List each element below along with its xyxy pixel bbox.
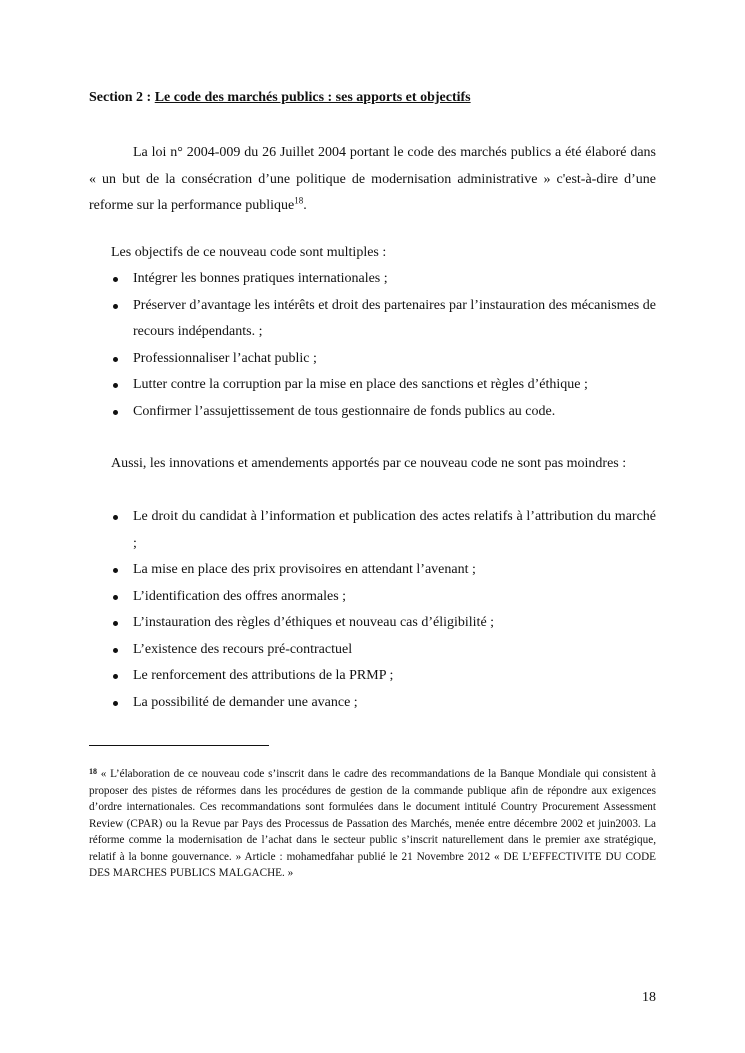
footnote-reference[interactable]: 18 [294, 195, 304, 206]
bullet-icon [113, 277, 118, 282]
section-title: Le code des marchés publics : ses apports et objectifs [154, 90, 471, 105]
footnote [89, 766, 656, 882]
section-heading [89, 88, 669, 108]
footnote-number: 18 [89, 767, 97, 776]
list-item: Lutter contre la corruption par la mise en place des sanctions et règles d’éthique ; [89, 372, 656, 399]
intro-paragraph [89, 140, 656, 220]
list-item: La possibilité de demander une avance ; [89, 690, 656, 717]
bullet-icon [113, 621, 118, 626]
innovations-intro: Aussi, les innovations et amendements apportés par ce nouveau code ne sont pas moindres : [111, 456, 627, 471]
section-prefix: Section 2 : [89, 90, 155, 105]
intro-text: La loi n° 2004-009 du 26 Juillet 2004 portant le code des marchés publics a été élaboré dans « un but de la consécration d’une politique de modernisation administrative » c'est-à-dire d’une reforme sur la performance publique [89, 145, 656, 213]
innovations-list [89, 504, 656, 716]
bullet-icon [113, 383, 118, 388]
footnote-divider [89, 745, 269, 746]
list-item: Le renforcement des attributions de la PRMP ; [89, 663, 656, 690]
bullet-icon [113, 410, 118, 415]
list-item: Confirmer l’assujettissement de tous gestionnaire de fonds publics au code. [89, 399, 656, 426]
list-item: La mise en place des prix provisoires en attendant l’avenant ; [89, 557, 656, 584]
bullet-icon [113, 674, 118, 679]
list-item: Intégrer les bonnes pratiques internationales ; [89, 266, 656, 293]
bullet-icon [113, 357, 118, 362]
objectives-intro: Les objectifs de ce nouveau code sont multiples : [111, 245, 387, 260]
list-item: Professionnaliser l’achat public ; [89, 346, 656, 373]
intro-end: . [303, 198, 307, 213]
list-item: L’instauration des règles d’éthiques et nouveau cas d’éligibilité ; [89, 610, 656, 637]
bullet-icon [113, 515, 118, 520]
list-item: L’identification des offres anormales ; [89, 584, 656, 611]
list-item: Préserver d’avantage les intérêts et droit des partenaires par l’instauration des mécanismes de recours indépendants. ; [89, 293, 656, 346]
bullet-icon [113, 595, 118, 600]
list-item: L’existence des recours pré-contractuel [89, 637, 656, 664]
page-number: 18 [642, 990, 656, 1005]
list-item: Le droit du candidat à l’information et publication des actes relatifs à l’attribution du marché ; [89, 504, 656, 557]
bullet-icon [113, 304, 118, 309]
bullet-icon [113, 568, 118, 573]
footnote-text: « L’élaboration de ce nouveau code s’inscrit dans le cadre des recommandations de la Banque Mondiale qui consistent à proposer des pistes de réformes dans les procédures de gestion de la commande publique afin de répondre aux exigences d’ordre internationales. Ces recommandations sont formulées dans le document intitulé Country Procurement Assessment Review (CPAR) ou la Revue par Pays des Processus de Passation des Marchés, menée entre décembre 2002 et juin2003. La réforme comme la modernisation de l’achat dans le secteur public s’inscrit naturellement dans le premier axe stratégique, relatif à la bonne gouvernance. » Article : mohamedfahar publié le 21 Novembre 2012 « DE L’EFFECTIVITE DU CODE DES MARCHES PUBLICS MALGACHE. » [89, 768, 656, 879]
objectives-list [89, 266, 656, 425]
bullet-icon [113, 648, 118, 653]
bullet-icon [113, 701, 118, 706]
